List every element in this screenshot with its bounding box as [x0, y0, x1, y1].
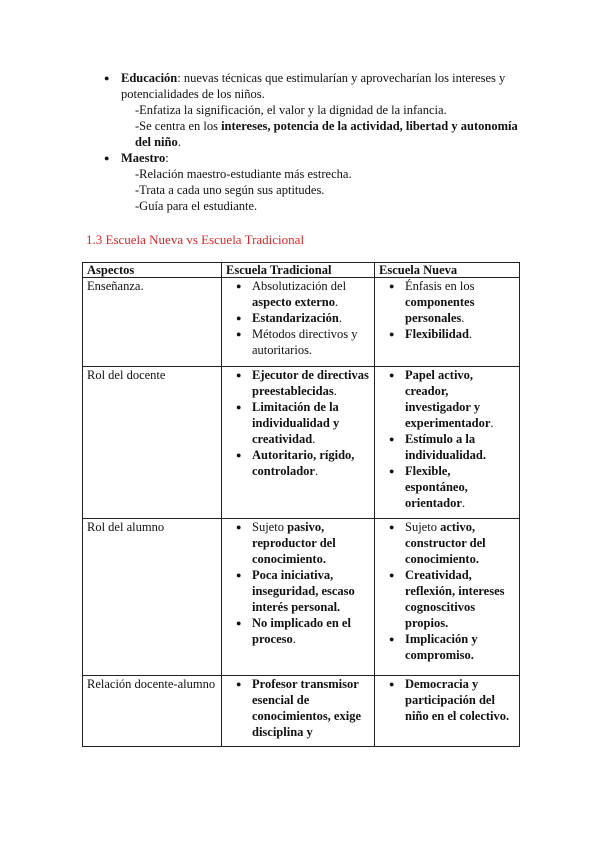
item-bold-text: aspecto externo	[252, 295, 335, 309]
item-bold-text: componentes personales	[405, 295, 475, 325]
item-text: .	[292, 632, 296, 646]
header-nueva: Escuela Nueva	[375, 263, 520, 278]
section-heading: 1.3 Escuela Nueva vs Escuela Tradicional	[86, 232, 305, 247]
tradicional-cell	[222, 278, 375, 367]
educacion-line-2	[104, 118, 524, 150]
list-item	[405, 567, 515, 631]
item-bold-text: Poca iniciativa, inseguridad, escaso interés personal.	[252, 568, 355, 614]
educacion-label: Educación	[121, 71, 178, 85]
table-row	[83, 519, 520, 676]
list-item	[252, 310, 370, 326]
table-row	[83, 367, 520, 519]
item-bold-text: activo, constructor del conocimiento.	[405, 520, 486, 566]
item-bold-text: Limitación de la individualidad y creatividad	[252, 400, 340, 446]
item-bold-text: Profesor transmisor esencial de conocimientos, exige disciplina y	[252, 677, 362, 739]
line2-bold: intereses, potencia de la actividad, libertad y autonomía del niño	[135, 119, 518, 149]
list-item	[252, 326, 370, 358]
nueva-cell	[375, 676, 520, 747]
item-bold-text: Democracia y participación del niño en el colectivo.	[405, 677, 510, 723]
aspect-cell: Rol del alumno	[83, 519, 222, 676]
item-bold-text: pasivo, reproductor del conocimiento.	[252, 520, 336, 566]
tradicional-cell	[222, 367, 375, 519]
list-item	[405, 676, 515, 724]
educacion-line-1: -Enfatiza la significación, el valor y la dignidad de la infancia.	[135, 103, 447, 117]
educacion-text: : nuevas técnicas que estimularían y aprovecharían los intereses y potencialidades de los niños.	[121, 71, 506, 101]
item-text: .	[461, 496, 466, 510]
maestro-text: :	[165, 151, 169, 165]
list-item	[252, 567, 370, 615]
list-item	[405, 631, 515, 663]
intro-section	[104, 70, 524, 214]
nueva-cell	[375, 278, 520, 367]
bullet-list	[226, 367, 370, 479]
list-item	[405, 278, 515, 326]
item-text: .	[468, 327, 473, 341]
bullet-list	[379, 676, 515, 724]
list-item	[252, 615, 370, 647]
bullet-list	[226, 519, 370, 647]
item-text: .	[490, 416, 494, 430]
item-bold-text: Estímulo a la individualidad.	[405, 432, 486, 462]
item-text: Sujeto	[405, 520, 441, 534]
item-text: Absolutización del	[252, 279, 347, 293]
tradicional-cell	[222, 676, 375, 747]
item-text: .	[461, 311, 465, 325]
bullet-maestro	[104, 150, 524, 166]
item-bold-text: Flexible, espontáneo, orientador	[405, 464, 468, 510]
maestro-label: Maestro	[121, 151, 166, 165]
list-item	[405, 463, 515, 511]
table-row	[83, 676, 520, 747]
bullet-list	[226, 278, 370, 358]
nueva-cell	[375, 519, 520, 676]
comparison-table	[82, 262, 520, 747]
item-text: .	[338, 311, 342, 325]
item-bold-text: Papel activo, creador, investigador y experimentador	[405, 368, 491, 430]
aspect-cell: Relación docente-alumno	[83, 676, 222, 747]
item-text: Métodos directivos y autoritarios.	[252, 327, 358, 357]
table-row	[83, 278, 520, 367]
line2-pre: -Se centra en los	[135, 119, 222, 133]
list-item	[252, 278, 370, 310]
nueva-cell	[375, 367, 520, 519]
item-text: Énfasis en los	[405, 279, 475, 293]
list-item	[252, 399, 370, 447]
item-bold-text: Estandarización	[252, 311, 339, 325]
item-bold-text: Ejecutor de directivas preestablecidas	[252, 368, 369, 398]
table-header-row	[83, 263, 520, 278]
list-item	[405, 431, 515, 463]
item-text: .	[312, 432, 316, 446]
maestro-line: -Relación maestro-estudiante más estrecha.	[135, 167, 352, 181]
line2-post: .	[177, 135, 181, 149]
item-bold-text: Creatividad, reflexión, intereses cognoscitivos propios.	[405, 568, 505, 630]
item-bold-text: No implicado en el proceso	[252, 616, 351, 646]
maestro-line: -Guía para el estudiante.	[135, 199, 258, 213]
item-bold-text: Implicación y compromiso.	[405, 632, 478, 662]
bullet-list	[379, 278, 515, 342]
aspect-cell: Rol del docente	[83, 367, 222, 519]
list-item	[252, 519, 370, 567]
bullet-list	[226, 676, 370, 740]
list-item	[405, 367, 515, 431]
tradicional-cell	[222, 519, 375, 676]
list-item	[405, 326, 515, 342]
item-text: .	[334, 295, 339, 309]
bullet-educacion	[104, 70, 524, 102]
header-tradicional: Escuela Tradicional	[222, 263, 375, 278]
aspect-cell: Enseñanza.	[83, 278, 222, 367]
item-bold-text: Autoritario, rígido, controlador	[252, 448, 355, 478]
list-item	[405, 519, 515, 567]
item-text: .	[314, 464, 319, 478]
header-aspectos: Aspectos	[83, 263, 222, 278]
list-item	[252, 676, 370, 740]
bullet-list	[379, 367, 515, 511]
item-text: .	[333, 384, 337, 398]
maestro-line: -Trata a cada uno según sus aptitudes.	[135, 183, 325, 197]
bullet-list	[379, 519, 515, 663]
item-text: Sujeto	[252, 520, 288, 534]
list-item	[252, 447, 370, 479]
item-bold-text: Flexibilidad	[405, 327, 469, 341]
list-item	[252, 367, 370, 399]
